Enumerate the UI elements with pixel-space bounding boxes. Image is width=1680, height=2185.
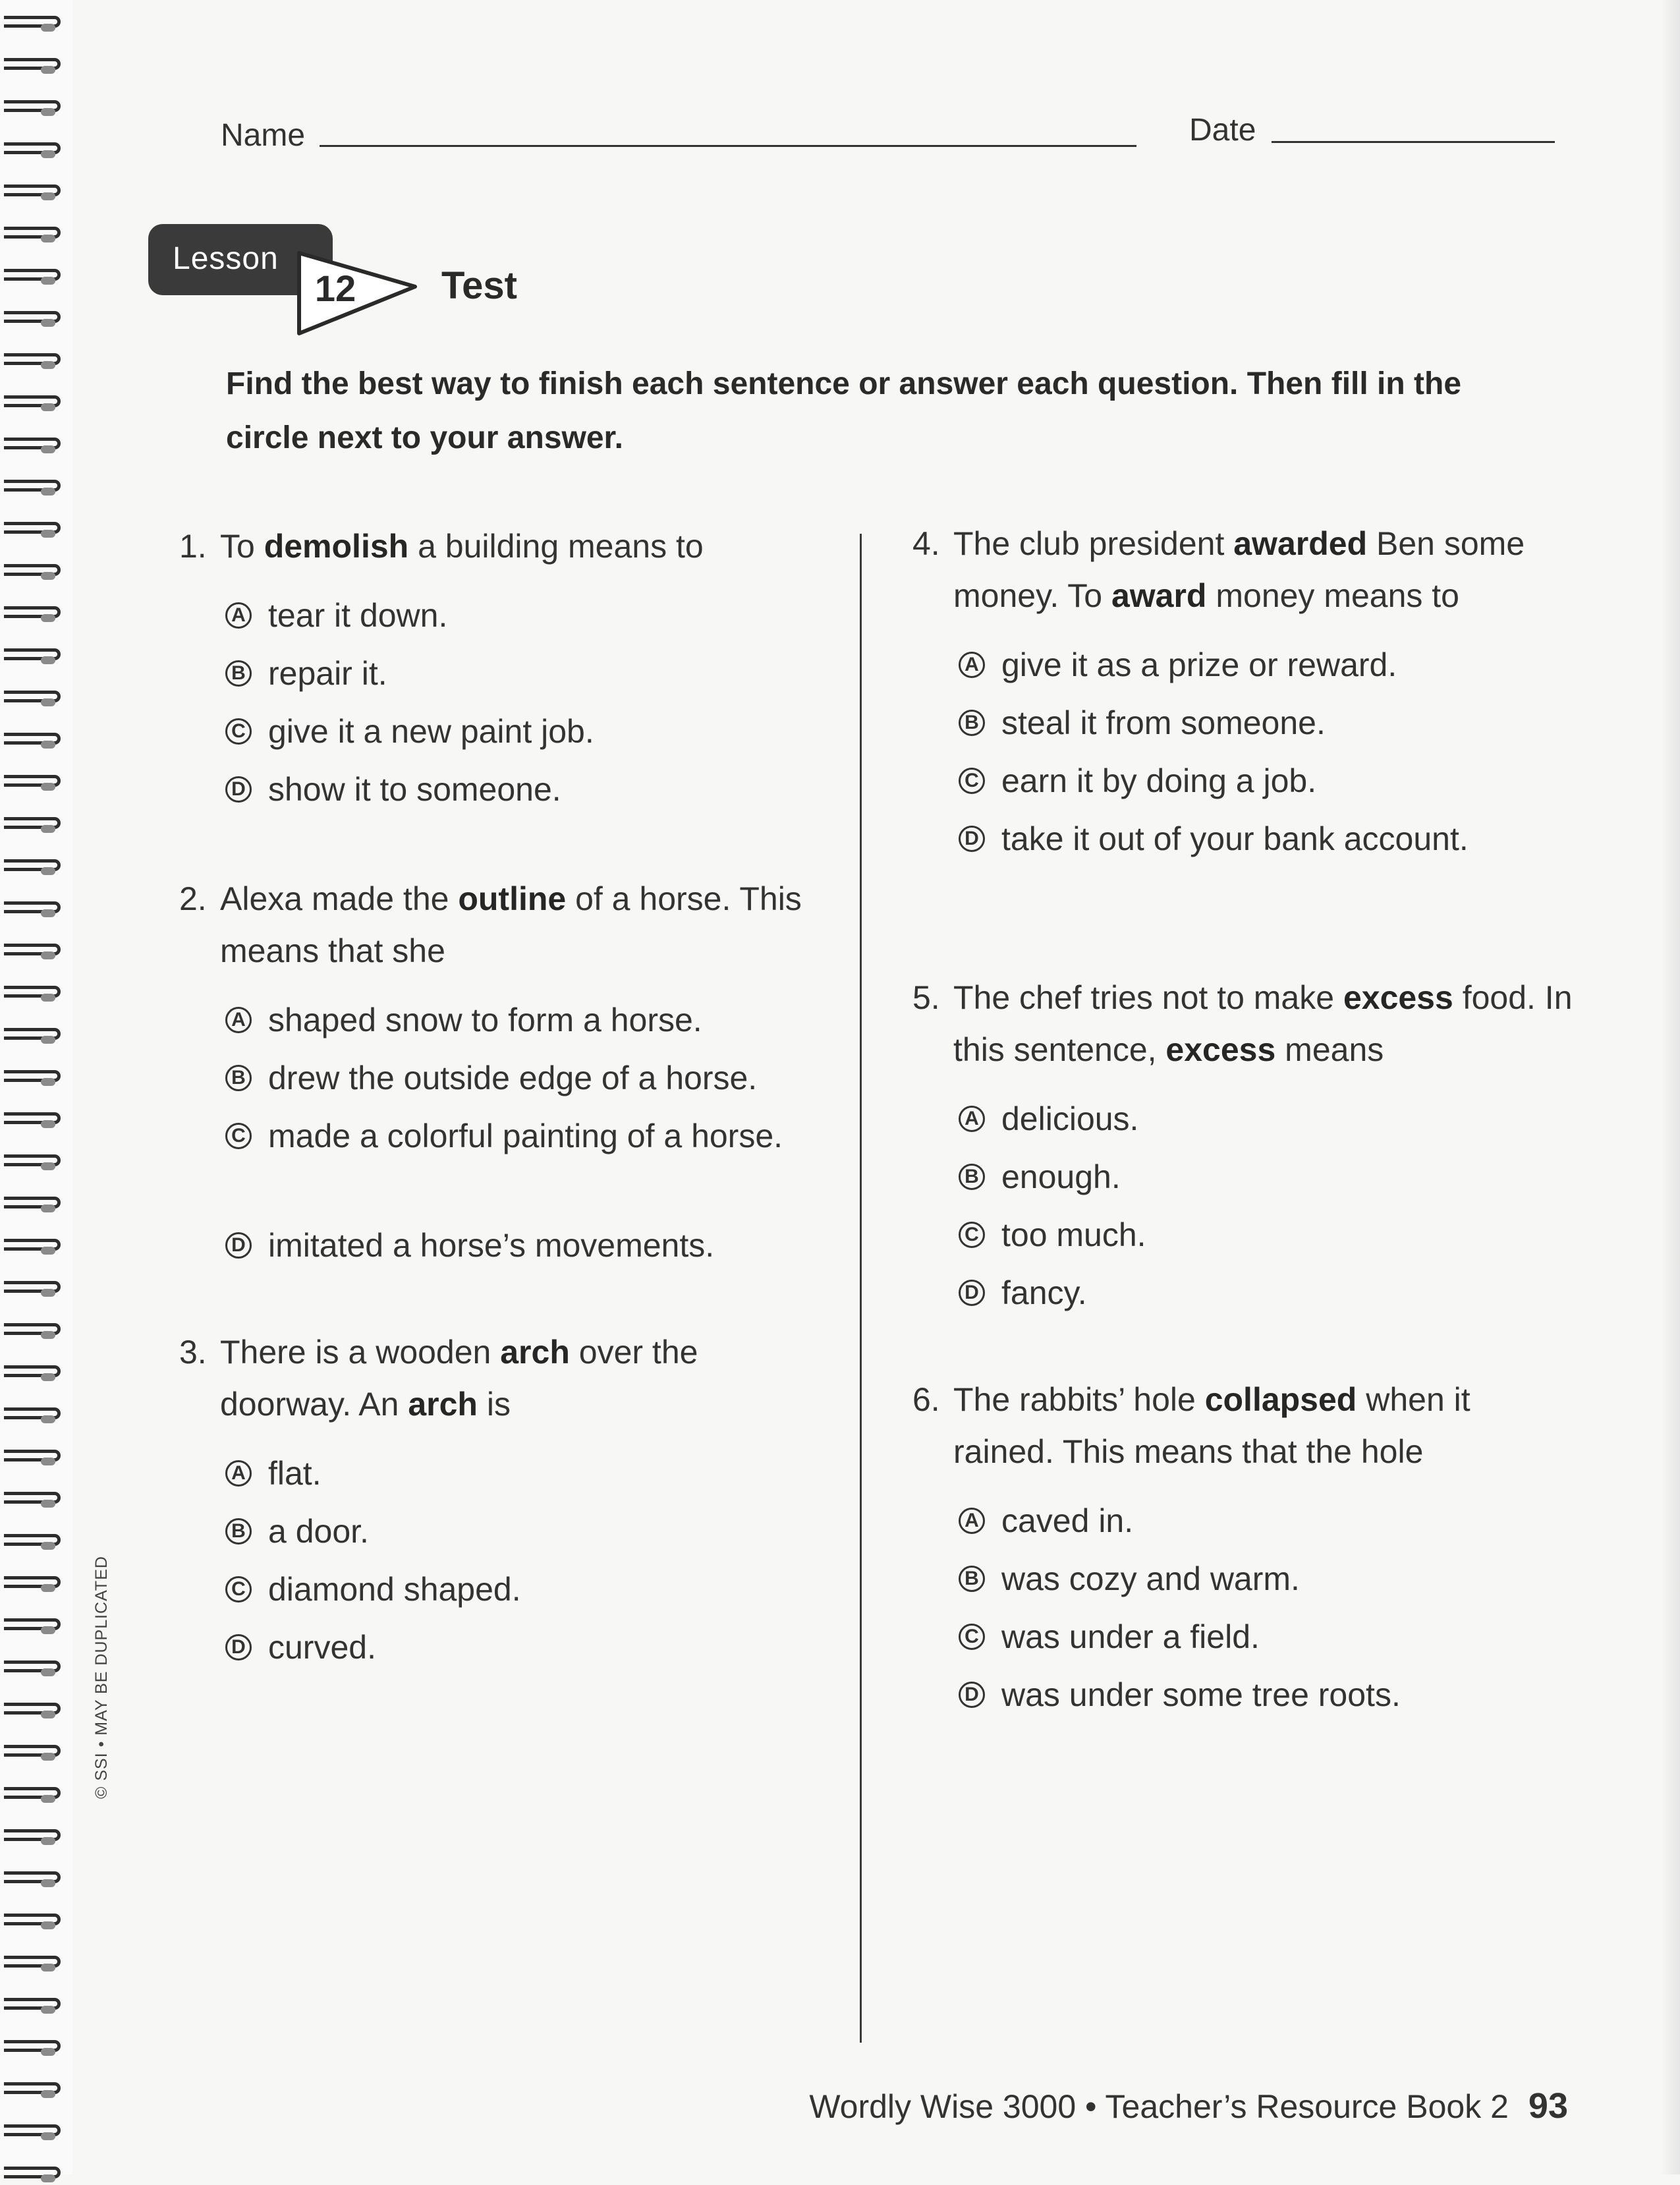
- stem-text: of a horse. This means that she: [220, 880, 802, 969]
- answer-bubble[interactable]: C: [959, 1222, 985, 1248]
- page-footer: [809, 2086, 1568, 2126]
- answer-bubble[interactable]: C: [959, 768, 985, 794]
- answer-bubble[interactable]: D: [959, 1280, 985, 1306]
- question-6: [912, 1374, 1578, 1727]
- binding-coil: [0, 729, 63, 751]
- binding-coil: [0, 1193, 63, 1215]
- answer-text: diamond shaped.: [268, 1571, 521, 1608]
- answer-text: take it out of your bank account.: [1001, 820, 1469, 857]
- binding-coil: [0, 813, 63, 836]
- answer-option-a[interactable]: [959, 639, 1578, 697]
- answer-bubble[interactable]: C: [225, 718, 252, 745]
- binding-coil: [0, 434, 63, 456]
- answer-option-a[interactable]: [225, 994, 825, 1052]
- answer-options: [959, 639, 1578, 871]
- vocabulary-word: arch: [500, 1334, 570, 1371]
- binding-coil: [0, 1150, 63, 1173]
- answer-text: earn it by doing a job.: [1001, 762, 1317, 799]
- stem-text: The rabbits’ hole: [953, 1381, 1205, 1418]
- binding-coil: [0, 687, 63, 709]
- answer-text: give it a new paint job.: [268, 713, 594, 750]
- binding-coil: [0, 12, 63, 34]
- binding-coil: [0, 644, 63, 667]
- answer-text: delicious.: [1001, 1100, 1139, 1137]
- question-3: [179, 1326, 825, 1680]
- answer-bubble[interactable]: B: [225, 1065, 252, 1091]
- answer-option-a[interactable]: [225, 1448, 825, 1506]
- stem-text: over the doorway. An: [220, 1334, 698, 1423]
- vocabulary-word: awarded: [1233, 525, 1368, 562]
- answer-text: caved in.: [1001, 1502, 1134, 1539]
- answer-bubble[interactable]: B: [225, 660, 252, 687]
- stem-text: The club president: [953, 525, 1234, 562]
- answer-option-d[interactable]: [959, 813, 1578, 871]
- binding-coil: [0, 1277, 63, 1299]
- vocabulary-word: excess: [1343, 979, 1453, 1016]
- answer-option-c[interactable]: [959, 1209, 1578, 1267]
- question-text: [953, 972, 1578, 1076]
- instructions: Find the best way to finish each sentence or answer each question. Then fill in the circle next to your answer.: [226, 366, 1462, 455]
- binding-coil: [0, 1657, 63, 1679]
- answer-option-b[interactable]: [959, 1553, 1578, 1611]
- answer-option-d[interactable]: [225, 1622, 825, 1680]
- answer-bubble[interactable]: A: [959, 1106, 985, 1132]
- binding-coil: [0, 1488, 63, 1510]
- name-field[interactable]: [320, 145, 1136, 147]
- question-1: [179, 521, 825, 822]
- vocabulary-word: excess: [1165, 1031, 1276, 1068]
- binding-coil: [0, 1108, 63, 1131]
- question-stem: [912, 972, 1578, 1076]
- answer-bubble[interactable]: A: [225, 602, 252, 629]
- question-4: [912, 518, 1578, 871]
- binding-coil: [0, 391, 63, 414]
- answer-text: fancy.: [1001, 1274, 1087, 1311]
- answer-text: show it to someone.: [268, 771, 561, 808]
- question-stem: [179, 1326, 825, 1431]
- binding-coil: [0, 940, 63, 962]
- answer-option-d[interactable]: [225, 764, 825, 822]
- answer-option-a[interactable]: [225, 590, 825, 648]
- name-label: Name: [221, 118, 306, 153]
- stem-text: when it rained. This means that the hole: [953, 1381, 1470, 1470]
- question-text: [953, 1374, 1578, 1478]
- binding-coil: [0, 560, 63, 582]
- answer-option-c[interactable]: [225, 1564, 825, 1622]
- answer-text: a door.: [268, 1513, 369, 1550]
- question-5: [912, 972, 1578, 1325]
- question-text: [953, 518, 1578, 622]
- question-number: 5.: [912, 979, 940, 1016]
- question-stem: [912, 1374, 1578, 1478]
- answer-text: repair it.: [268, 655, 387, 692]
- answer-text: curved.: [268, 1629, 376, 1666]
- binding-coil: [0, 1825, 63, 1848]
- answer-text: was under some tree roots.: [1001, 1676, 1401, 1713]
- answer-options: [225, 1448, 825, 1680]
- binding-coil: [0, 518, 63, 540]
- binding-coil: [0, 349, 63, 372]
- answer-bubble[interactable]: C: [959, 1624, 985, 1650]
- answer-text: was cozy and warm.: [1001, 1560, 1300, 1597]
- answer-option-a[interactable]: [959, 1093, 1578, 1151]
- stem-text: To: [220, 528, 264, 565]
- vocabulary-word: arch: [408, 1386, 478, 1423]
- binding-coil: [0, 1530, 63, 1552]
- binding-coil: [0, 2078, 63, 2101]
- binding-coil: [0, 1361, 63, 1384]
- question-number: 4.: [912, 525, 940, 562]
- date-label: Date: [1189, 113, 1256, 148]
- answer-option-b[interactable]: [225, 1506, 825, 1564]
- stem-text: Ben some money. To: [953, 525, 1525, 614]
- question-stem: [179, 873, 825, 977]
- vocabulary-word: demolish: [264, 528, 409, 565]
- answer-text: shaped snow to form a horse.: [268, 1002, 702, 1038]
- binding-coil: [0, 855, 63, 878]
- binding-coil: [0, 1404, 63, 1426]
- answer-option-b[interactable]: [225, 648, 825, 706]
- stem-text: is: [477, 1386, 511, 1423]
- binding-coil: [0, 1614, 63, 1637]
- answer-text: too much.: [1001, 1216, 1146, 1253]
- answer-option-b[interactable]: [959, 697, 1578, 755]
- question-text: [220, 521, 825, 573]
- binding-coil: [0, 2163, 63, 2185]
- answer-bubble[interactable]: B: [959, 710, 985, 736]
- binding-coil: [0, 897, 63, 920]
- answer-bubble[interactable]: C: [225, 1123, 252, 1149]
- question-text: [220, 873, 825, 977]
- binding-coil: [0, 2120, 63, 2143]
- answer-option-b[interactable]: [225, 1052, 825, 1110]
- question-text: [220, 1326, 825, 1431]
- stem-text: money means to: [1206, 577, 1459, 614]
- binding-coil: [0, 307, 63, 329]
- page-title: Test: [441, 264, 517, 307]
- binding-coil: [0, 1446, 63, 1468]
- answer-options: [959, 1495, 1578, 1727]
- binding-coil: [0, 265, 63, 287]
- binding-coil: [0, 602, 63, 625]
- binding-coil: [0, 181, 63, 203]
- date-field[interactable]: [1272, 141, 1555, 143]
- answer-option-c[interactable]: [959, 1611, 1578, 1669]
- stem-text: Alexa made the: [220, 880, 459, 917]
- answer-bubble[interactable]: B: [959, 1164, 985, 1190]
- answer-bubble[interactable]: D: [959, 826, 985, 852]
- stem-text: a building means to: [408, 528, 704, 565]
- page-edge: [1660, 0, 1680, 2174]
- answer-text: steal it from someone.: [1001, 704, 1326, 741]
- answer-option-b[interactable]: [959, 1151, 1578, 1209]
- answer-bubble[interactable]: D: [225, 1634, 252, 1660]
- answer-options: [959, 1093, 1578, 1325]
- answer-text: drew the outside edge of a horse.: [268, 1060, 758, 1096]
- answer-text: flat.: [268, 1455, 322, 1492]
- stem-text: The chef tries not to make: [953, 979, 1343, 1016]
- vocabulary-word: award: [1111, 577, 1207, 614]
- question-number: 3.: [179, 1334, 207, 1371]
- question-stem: [179, 521, 825, 573]
- binding-coil: [0, 138, 63, 161]
- vocabulary-word: outline: [458, 880, 567, 917]
- copyright-notice: © SSI • MAY BE DUPLICATED: [92, 1556, 111, 1799]
- answer-bubble[interactable]: A: [959, 652, 985, 678]
- stem-text: food. In this sentence,: [953, 979, 1573, 1068]
- answer-options: [225, 994, 825, 1278]
- answer-option-c[interactable]: [959, 755, 1578, 813]
- answer-text: was under a field.: [1001, 1618, 1260, 1655]
- answer-options: [225, 590, 825, 822]
- stem-text: means: [1275, 1031, 1384, 1068]
- binding-coil: [0, 771, 63, 793]
- binding-coil: [0, 1319, 63, 1342]
- binding-coil: [0, 476, 63, 498]
- binding-coil: [0, 1741, 63, 1763]
- binding-coil: [0, 1952, 63, 1974]
- answer-option-c[interactable]: [225, 1110, 825, 1220]
- answer-text: imitated a horse’s movements.: [268, 1227, 715, 1264]
- answer-bubble[interactable]: D: [225, 1232, 252, 1259]
- binding-coil: [0, 223, 63, 245]
- lesson-number: 12: [314, 268, 356, 309]
- answer-bubble[interactable]: B: [225, 1518, 252, 1545]
- lesson-label: Lesson: [173, 241, 279, 276]
- question-number: 2.: [179, 880, 207, 917]
- question-stem: [912, 518, 1578, 622]
- binding-coil: [0, 1235, 63, 1257]
- answer-bubble[interactable]: A: [959, 1508, 985, 1534]
- answer-bubble[interactable]: A: [225, 1460, 252, 1487]
- binding-coil: [0, 96, 63, 119]
- answer-text: enough.: [1001, 1158, 1121, 1195]
- answer-option-d[interactable]: [959, 1669, 1578, 1727]
- binding-coil: [0, 1910, 63, 1932]
- answer-bubble[interactable]: C: [225, 1576, 252, 1603]
- question-number: 1.: [179, 528, 207, 565]
- binding-coil: [0, 1572, 63, 1595]
- book-title: Wordly Wise 3000 • Teacher’s Resource Book 2: [809, 2088, 1509, 2125]
- vocabulary-word: collapsed: [1204, 1381, 1357, 1418]
- binding-coil: [0, 1699, 63, 1721]
- answer-bubble[interactable]: D: [225, 776, 252, 803]
- binding-coil: [0, 1994, 63, 2016]
- binding-coil: [0, 54, 63, 76]
- binding-coil: [0, 982, 63, 1004]
- answer-bubble[interactable]: D: [959, 1682, 985, 1708]
- answer-text: give it as a prize or reward.: [1001, 646, 1397, 683]
- column-divider: [860, 534, 862, 2043]
- stem-text: There is a wooden: [220, 1334, 501, 1371]
- question-number: 6.: [912, 1381, 940, 1418]
- page-number: 93: [1528, 2086, 1568, 2126]
- answer-bubble[interactable]: B: [959, 1566, 985, 1592]
- answer-text: tear it down.: [268, 597, 448, 634]
- binding-coil: [0, 2036, 63, 2058]
- answer-option-d[interactable]: [959, 1267, 1578, 1325]
- binding-coil: [0, 1024, 63, 1046]
- binding-coil: [0, 1867, 63, 1890]
- question-2: [179, 873, 825, 1278]
- answer-option-c[interactable]: [225, 706, 825, 764]
- spiral-binding: [0, 0, 72, 2174]
- binding-coil: [0, 1066, 63, 1089]
- answer-text: made a colorful painting of a horse.: [268, 1118, 783, 1154]
- answer-bubble[interactable]: A: [225, 1007, 252, 1033]
- answer-option-a[interactable]: [959, 1495, 1578, 1553]
- binding-coil: [0, 1783, 63, 1805]
- answer-option-d[interactable]: [225, 1220, 825, 1278]
